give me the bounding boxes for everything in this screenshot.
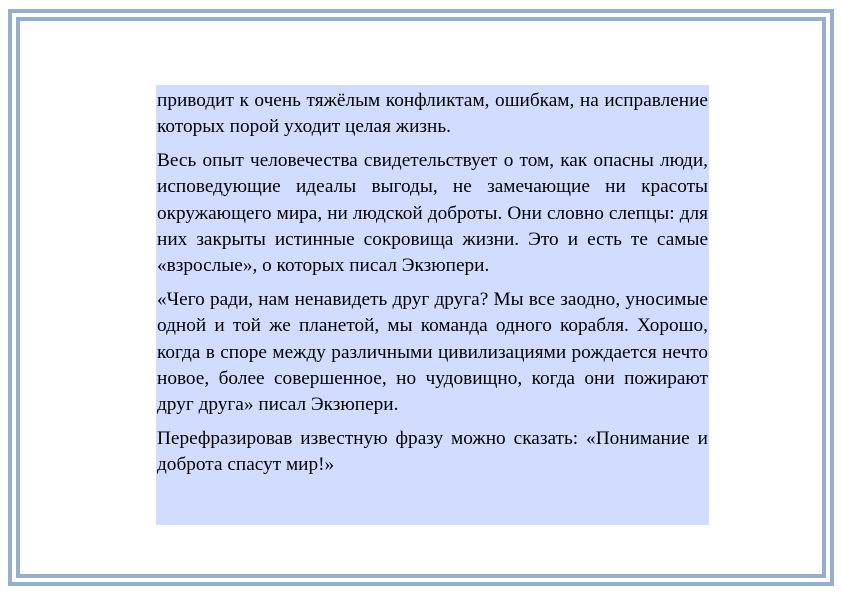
paragraph-2: Весь опыт человечества свидетельствует о том, как опасны люди, исповедующие идеалы выгоды, не замечающие ни красоты окружающего мира, ни людской доброты. Они словно слепцы: для них закрыты истинные сокровища жизни. Это и есть те самые «взрослые», о которых писал Экзюпери. [157, 149, 708, 277]
paragraph-3: «Чего ради, нам ненавидеть друг друга? Мы все заодно, уносимые одной и той же планетой, мы команда одного корабля. Хорошо, когда в споре между различными цивилизациями рождается нечто новое, более совершенное, но чудовищно, когда они пожирают друг друга» писал Экзюпери. [157, 288, 708, 416]
paragraph-1: приводит к очень тяжёлым конфликтам, ошибкам, на исправление которых порой уходит целая жизнь. [157, 90, 708, 138]
paragraph-4: Перефразировав известную фразу можно сказать: «Понимание и доброта спасут мир!» [157, 427, 708, 476]
text-block [156, 85, 709, 525]
